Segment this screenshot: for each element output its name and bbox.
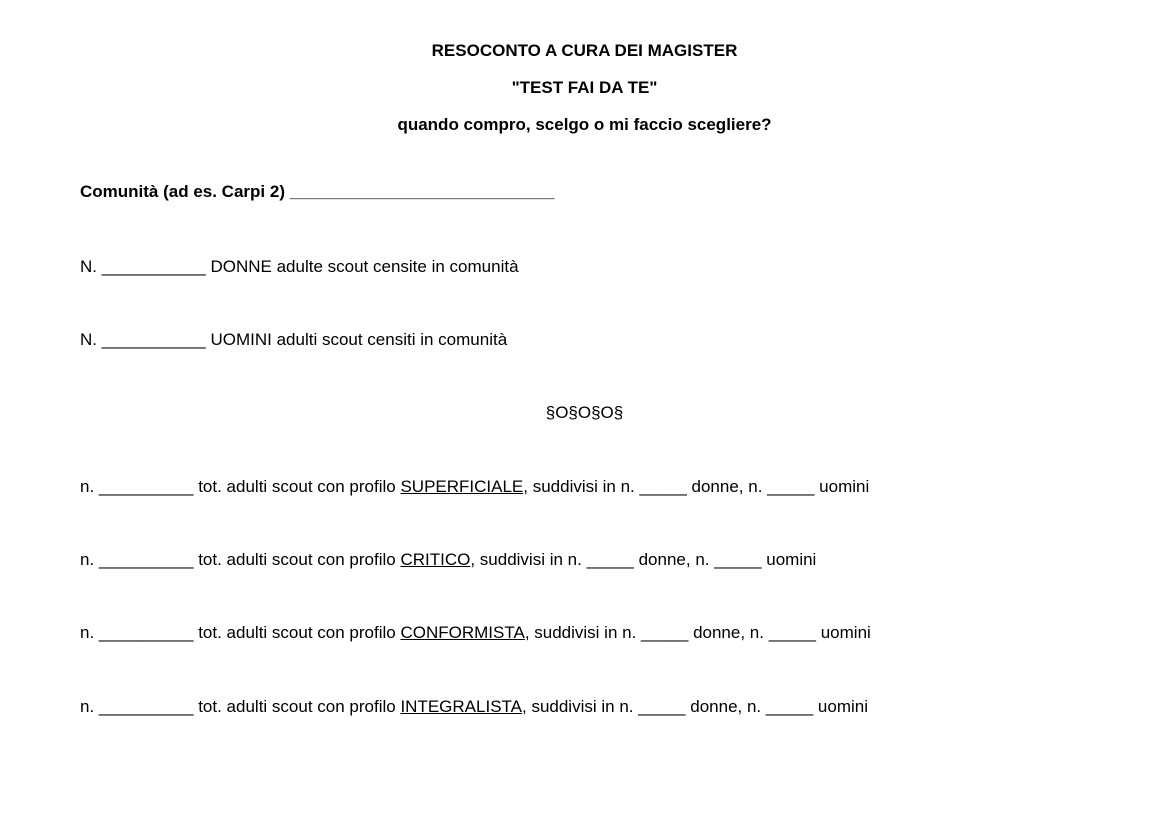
women-count-text: DONNE adulte scout censite in comunità: [210, 257, 519, 276]
profile-total-blank[interactable]: __________: [98, 697, 194, 716]
profile-women-blank[interactable]: _____: [638, 697, 686, 716]
profile-women-text: donne, n.: [690, 697, 762, 716]
profile-name: CRITICO: [400, 550, 471, 569]
community-label: Comunità (ad es. Carpi 2): [80, 182, 285, 201]
women-count-prefix: N.: [80, 257, 97, 276]
document-title: RESOCONTO A CURA DEI MAGISTER: [431, 41, 738, 60]
profile-women-blank[interactable]: _____: [641, 623, 689, 642]
profile-total-blank[interactable]: __________: [98, 477, 194, 496]
profile-line-integralista: [80, 697, 868, 717]
profile-prefix: n.: [80, 477, 95, 496]
profile-men-blank[interactable]: _____: [765, 697, 814, 716]
men-count-line: [80, 330, 507, 350]
profile-men-text: uomini: [817, 697, 868, 716]
men-count-blank[interactable]: ___________: [101, 330, 206, 349]
profile-men-blank[interactable]: _____: [768, 623, 816, 642]
profile-women-blank[interactable]: _____: [586, 550, 634, 569]
community-blank[interactable]: ____________________________: [289, 182, 555, 201]
profile-men-text: uomini: [819, 477, 870, 496]
profile-women-text: donne, n.: [691, 477, 763, 496]
profile-line-superficiale: [80, 477, 869, 497]
community-line: [80, 182, 554, 202]
women-count-line: [80, 257, 519, 277]
profile-men-text: uomini: [766, 550, 817, 569]
profile-text: tot. adulti scout con profilo: [198, 697, 396, 716]
document-subtitle: "TEST FAI DA TE": [511, 78, 658, 97]
profile-name: CONFORMISTA: [400, 623, 525, 642]
profile-name: INTEGRALISTA: [400, 697, 522, 716]
profile-split-text: , suddivisi in n.: [524, 623, 637, 642]
profile-name: SUPERFICIALE: [400, 477, 524, 496]
profile-prefix: n.: [80, 697, 95, 716]
profile-prefix: n.: [80, 550, 95, 569]
profile-women-blank[interactable]: _____: [639, 477, 687, 496]
women-count-blank[interactable]: ___________: [101, 257, 206, 276]
document-question: quando compro, scelgo o mi faccio scegliere?: [397, 115, 772, 134]
profile-men-blank[interactable]: _____: [767, 477, 815, 496]
profile-line-conformista: [80, 623, 871, 643]
profile-total-blank[interactable]: __________: [98, 623, 194, 642]
profile-text: tot. adulti scout con profilo: [198, 550, 396, 569]
profile-text: tot. adulti scout con profilo: [198, 477, 396, 496]
profile-prefix: n.: [80, 623, 95, 642]
profile-line-critico: [80, 550, 816, 570]
profile-women-text: donne, n.: [638, 550, 710, 569]
men-count-prefix: N.: [80, 330, 97, 349]
profile-split-text: , suddivisi in n.: [522, 697, 634, 716]
profile-split-text: , suddivisi in n.: [523, 477, 635, 496]
profile-total-blank[interactable]: __________: [98, 550, 194, 569]
profile-men-blank[interactable]: _____: [714, 550, 762, 569]
profile-men-text: uomini: [820, 623, 871, 642]
men-count-text: UOMINI adulti scout censiti in comunità: [210, 330, 508, 349]
section-separator: §O§O§O§: [545, 403, 624, 422]
profile-split-text: , suddivisi in n.: [470, 550, 582, 569]
profile-women-text: donne, n.: [693, 623, 764, 642]
profile-text: tot. adulti scout con profilo: [198, 623, 396, 642]
